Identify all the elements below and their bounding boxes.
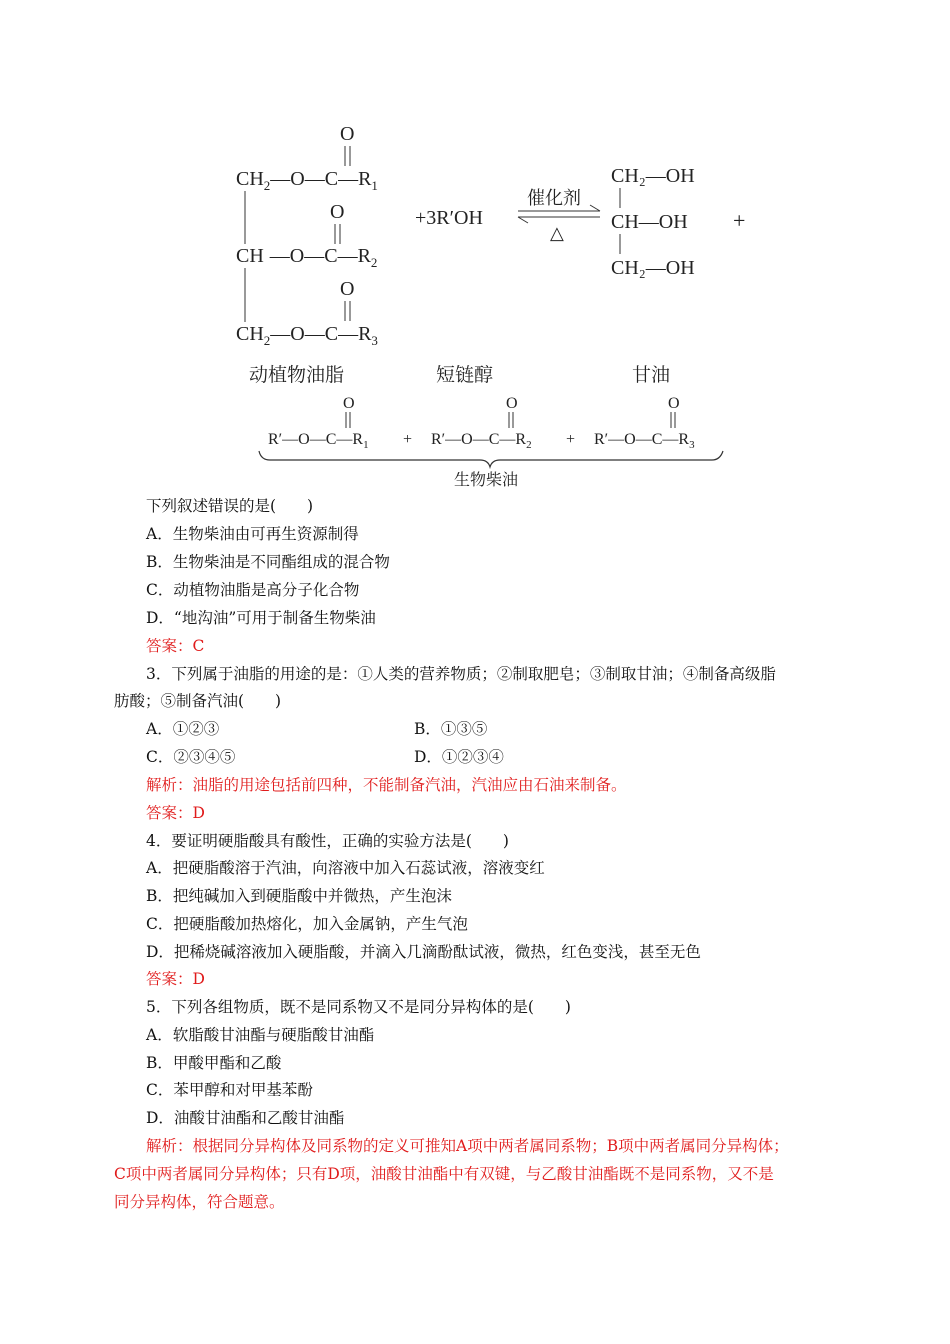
q3-analysis: 解析：油脂的用途包括前四种，不能制备汽油，汽油应由石油来制备。	[146, 776, 627, 794]
glycerol-row-3: CH₂—OH	[611, 257, 695, 279]
reverse-arrow-head	[518, 217, 528, 223]
ester-1: $R'—O—C—R_1$	[268, 431, 369, 451]
q5-analysis-line2: C项中两者属同分异构体；只有D项，油酸甘油酯中有双键，与乙酸甘油酯既不是同系物，又不是	[114, 1165, 774, 1183]
q5-stem: 5．下列各组物质，既不是同系物又不是同分异构体的是( )	[146, 998, 571, 1016]
reversible-arrow	[518, 188, 600, 243]
ester-2: $R'—O—C—R_2$	[431, 431, 532, 451]
transesterification-diagram	[0, 0, 950, 500]
q2-option-a: A．生物柴油由可再生资源制得	[146, 525, 359, 543]
q3-option-b: B．①③⑤	[414, 720, 488, 738]
q4-option-a: A．把硬脂酸溶于汽油，向溶液中加入石蕊试液，溶液变红	[146, 859, 545, 877]
q4-answer: 答案：D	[146, 970, 205, 988]
q3-option-c: C．②③④⑤	[146, 748, 236, 766]
q4-stem: 4．要证明硬脂酸具有酸性，正确的实验方法是( )	[146, 832, 509, 850]
carbonyl-oxygen-1: O	[340, 123, 355, 145]
q5-analysis-line3: 同分异构体，符合题意。	[114, 1193, 285, 1211]
triglyceride-structure	[236, 123, 378, 348]
q5-option-b: B．甲酸甲酯和乙酸	[146, 1054, 282, 1072]
q3-answer: 答案：D	[146, 804, 205, 822]
carbonyl-oxygen-3: O	[340, 278, 355, 300]
biodiesel-esters	[268, 395, 695, 451]
label-glycerol: 甘油	[632, 364, 671, 386]
ester-plus-1: +	[403, 431, 413, 448]
catalyst-label: 催化剂	[527, 188, 581, 209]
biodiesel-underbrace	[259, 451, 723, 467]
heat-symbol: △	[550, 223, 564, 243]
q2-stem: 下列叙述错误的是( )	[146, 497, 314, 515]
q4-option-b: B．把纯碱加入到硬脂酸中并微热，产生泡沫	[146, 887, 452, 905]
q3-stem-line2: 肪酸；⑤制备汽油( )	[114, 692, 282, 710]
glycerol-row-2: CH—OH	[611, 211, 688, 233]
q5-analysis-line1: 解析：根据同分异构体及同系物的定义可推知A项中两者属同系物；B项中两者属同分异构体；	[146, 1137, 789, 1155]
label-biodiesel: 生物柴油	[454, 470, 519, 489]
q2-option-b: B．生物柴油是不同酯组成的混合物	[146, 553, 390, 571]
q2-answer: 答案：C	[146, 637, 205, 655]
q3-option-d: D．①②③④	[414, 748, 504, 766]
label-short-chain-alcohol: 短链醇	[436, 364, 494, 386]
forward-arrow-head	[590, 205, 600, 211]
ester-plus-2: +	[566, 431, 576, 448]
ester-3-oxygen: O	[668, 395, 680, 412]
reagent-alcohol: +3R′OH	[415, 207, 483, 229]
q4-option-c: C．把硬脂酸加热熔化，加入金属钠，产生气泡	[146, 915, 468, 933]
q2-option-d: D．“地沟油”可用于制备生物柴油	[146, 609, 376, 627]
glycerol-row-1: CH₂—OH	[611, 165, 695, 187]
ester-1-oxygen: O	[343, 395, 355, 412]
q5-option-d: D．油酸甘油酯和乙酸甘油酯	[146, 1109, 345, 1127]
triglyceride-c3-label: $CH_2—O—C—R_3$	[236, 323, 378, 348]
plus-sign: +	[733, 208, 746, 233]
carbonyl-oxygen-2: O	[330, 201, 345, 223]
q3-stem-line1: 3．下列属于油脂的用途的是：①人类的营养物质；②制取肥皂；③制取甘油；④制备高级脂	[146, 665, 776, 683]
q4-option-d: D．把稀烧碱溶液加入硬脂酸，并滴入几滴酚酞试液，微热，红色变浅，甚至无色	[146, 943, 701, 961]
q3-option-a: A．①②③	[146, 720, 220, 738]
glycerol-structure	[611, 165, 695, 279]
triglyceride-c2-label: CH $—O—C—R_2$	[236, 245, 378, 270]
triglyceride-c1-label: $CH_2—O—C—R_1$	[236, 168, 378, 193]
ester-2-oxygen: O	[506, 395, 518, 412]
q5-option-a: A．软脂酸甘油酯与硬脂酸甘油酯	[146, 1026, 375, 1044]
ester-3: $R'—O—C—R_3$	[594, 431, 695, 451]
label-fat: 动植物油脂	[249, 364, 345, 386]
q2-option-c: C．动植物油脂是高分子化合物	[146, 581, 360, 599]
q5-option-c: C．苯甲醇和对甲基苯酚	[146, 1081, 313, 1099]
